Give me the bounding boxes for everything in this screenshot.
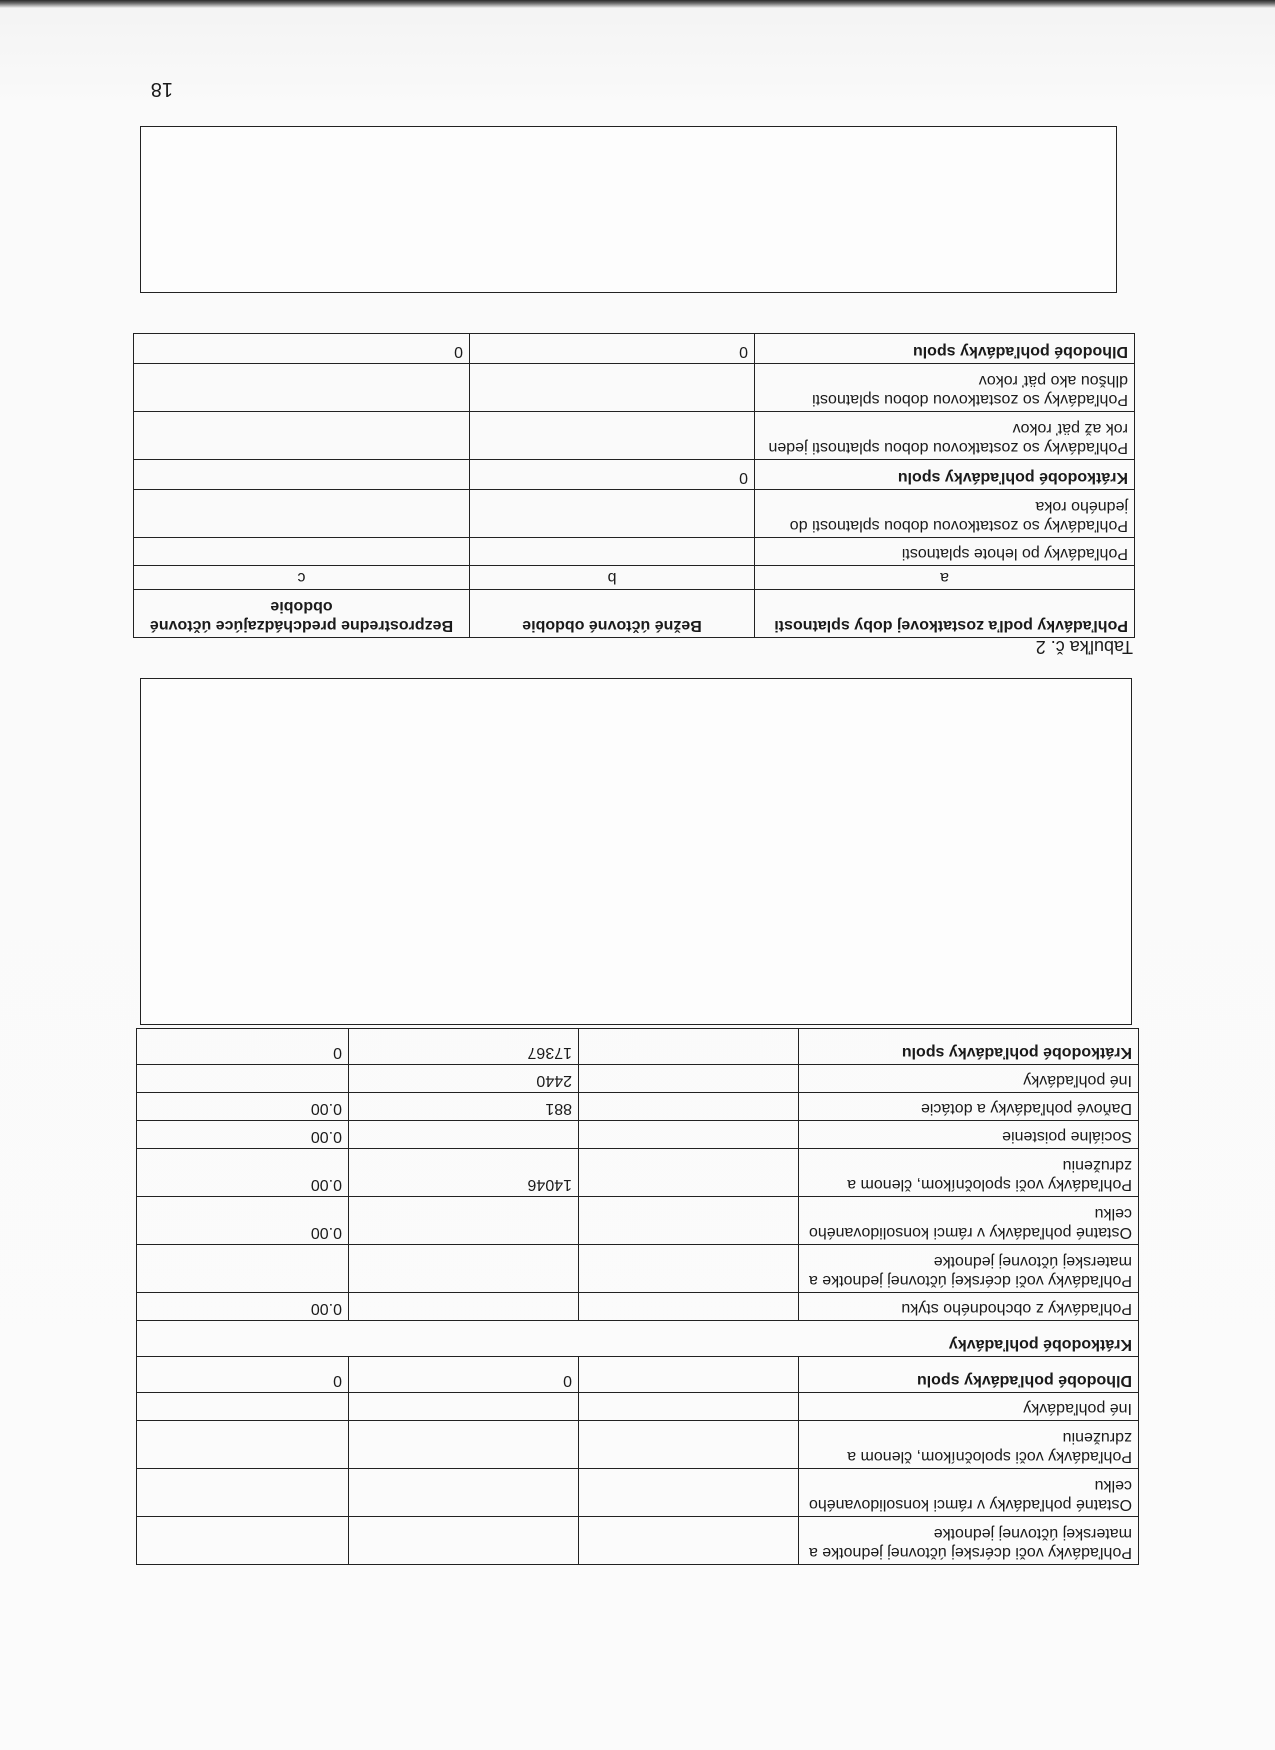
value-current	[349, 1421, 579, 1469]
row-label: Ostatné pohľadávky v rámci konsolidovaného celku	[799, 1469, 1139, 1517]
value-current	[349, 1393, 579, 1421]
table-row	[137, 1421, 1139, 1469]
table-row	[134, 334, 1135, 364]
table-row	[137, 1149, 1139, 1197]
value-previous	[134, 412, 470, 460]
value-current: 2440	[349, 1065, 579, 1093]
empty-cell	[579, 1469, 799, 1517]
empty-cell	[579, 1065, 799, 1093]
value-current: 0	[349, 1357, 579, 1393]
value-current	[470, 412, 755, 460]
row-label: Pohľadávky voči spoločníkom, členom a združeniu	[799, 1149, 1139, 1197]
row-label: Krátkodobé pohľadávky spolu	[799, 1029, 1139, 1065]
receivables-table	[136, 1028, 1139, 1565]
empty-cell	[579, 1121, 799, 1149]
value-current	[470, 538, 755, 566]
table-row	[137, 1393, 1139, 1421]
header-current-period: Bežné účtovné obdobie	[470, 590, 755, 638]
section-heading: Krátkodobé pohľadávky	[137, 1321, 1139, 1357]
table-row	[137, 1245, 1139, 1293]
row-label: Pohľadávky so zostatkovou dobou splatnosti do jedného roka	[755, 490, 1135, 538]
empty-cell	[579, 1093, 799, 1121]
row-label: Pohľadávky voči dcérskej účtovnej jednotke a materskej účtovnej jednotke	[799, 1245, 1139, 1293]
value-current	[349, 1121, 579, 1149]
row-label: Iné pohľadávky	[799, 1393, 1139, 1421]
value-current	[349, 1517, 579, 1565]
value-current	[470, 364, 755, 412]
row-label: Dlhodobé pohľadávky spolu	[799, 1357, 1139, 1393]
column-letter-a: a	[755, 566, 1135, 590]
table-row	[134, 460, 1135, 490]
table-row	[134, 538, 1135, 566]
table-row	[137, 1357, 1139, 1393]
value-current: 14046	[349, 1149, 579, 1197]
row-label: Iné pohľadávky	[799, 1065, 1139, 1093]
empty-cell	[579, 1393, 799, 1421]
empty-cell	[579, 1421, 799, 1469]
header-maturity: Pohľadávky podľa zostatkovej doby splatnosti	[755, 590, 1135, 638]
table-row	[134, 490, 1135, 538]
table-caption: Tabuľka č. 2	[1035, 637, 1133, 657]
value-current	[349, 1245, 579, 1293]
value-previous	[137, 1517, 349, 1565]
row-label: Pohľadávky voči spoločníkom, členom a združeniu	[799, 1421, 1139, 1469]
value-previous	[137, 1245, 349, 1293]
row-label: Pohľadávky voči dcérskej účtovnej jednotke a materskej účtovnej jednotke	[799, 1517, 1139, 1565]
row-label: Ostatné pohľadávky v rámci konsolidovaného celku	[799, 1197, 1139, 1245]
page-number: 18	[150, 78, 173, 100]
empty-cell	[579, 1245, 799, 1293]
value-current: 0	[470, 460, 755, 490]
table-row	[137, 1121, 1139, 1149]
value-previous	[134, 538, 470, 566]
row-label: Krátkodobé pohľadávky spolu	[755, 460, 1135, 490]
row-label: Pohľadávky so zostatkovou dobou splatnosti dlhšou ako päť rokov	[755, 364, 1135, 412]
notes-box-1	[140, 678, 1132, 1025]
value-previous: 0.00	[137, 1149, 349, 1197]
table-row	[137, 1065, 1139, 1093]
column-letter-b: b	[470, 566, 755, 590]
value-current	[349, 1293, 579, 1321]
value-previous: 0	[137, 1029, 349, 1065]
table-row	[137, 1293, 1139, 1321]
column-letter-c: c	[134, 566, 470, 590]
table-row	[137, 1197, 1139, 1245]
table-row	[137, 1469, 1139, 1517]
value-current: 17367	[349, 1029, 579, 1065]
letters-row	[134, 566, 1135, 590]
empty-cell	[579, 1149, 799, 1197]
value-previous	[137, 1421, 349, 1469]
value-previous	[134, 460, 470, 490]
header-previous-period: Bezprostredne predchádzajúce účtovné obdobie	[134, 590, 470, 638]
row-label: Pohľadávky so zostatkovou dobou splatnosti jeden rok až päť rokov	[755, 412, 1135, 460]
value-previous: 0.00	[137, 1293, 349, 1321]
value-previous: 0	[134, 334, 470, 364]
receivables-by-maturity-table	[133, 333, 1135, 638]
table-row	[134, 412, 1135, 460]
empty-cell	[579, 1293, 799, 1321]
value-previous: 0.00	[137, 1093, 349, 1121]
value-current	[349, 1197, 579, 1245]
value-previous	[137, 1065, 349, 1093]
empty-cell	[579, 1029, 799, 1065]
empty-cell	[579, 1357, 799, 1393]
value-previous: 0.00	[137, 1121, 349, 1149]
empty-cell	[579, 1197, 799, 1245]
value-current: 881	[349, 1093, 579, 1121]
value-current	[470, 490, 755, 538]
value-current: 0	[470, 334, 755, 364]
row-label: Sociálne poistenie	[799, 1121, 1139, 1149]
empty-cell	[579, 1517, 799, 1565]
value-previous	[134, 364, 470, 412]
table-row	[137, 1029, 1139, 1065]
value-current	[349, 1469, 579, 1517]
row-label: Pohľadávky po lehote splatnosti	[755, 538, 1135, 566]
header-row	[134, 590, 1135, 638]
table-row	[137, 1321, 1139, 1357]
value-previous	[134, 490, 470, 538]
value-previous	[137, 1469, 349, 1517]
notes-box-2	[140, 126, 1117, 293]
value-previous: 0.00	[137, 1197, 349, 1245]
row-label: Pohľadávky z obchodného styku	[799, 1293, 1139, 1321]
table-row	[137, 1517, 1139, 1565]
row-label: Daňové pohľadávky a dotácie	[799, 1093, 1139, 1121]
table-row	[134, 364, 1135, 412]
row-label: Dlhodobé pohľadávky spolu	[755, 334, 1135, 364]
value-previous: 0	[137, 1357, 349, 1393]
table-row	[137, 1093, 1139, 1121]
value-previous	[137, 1393, 349, 1421]
